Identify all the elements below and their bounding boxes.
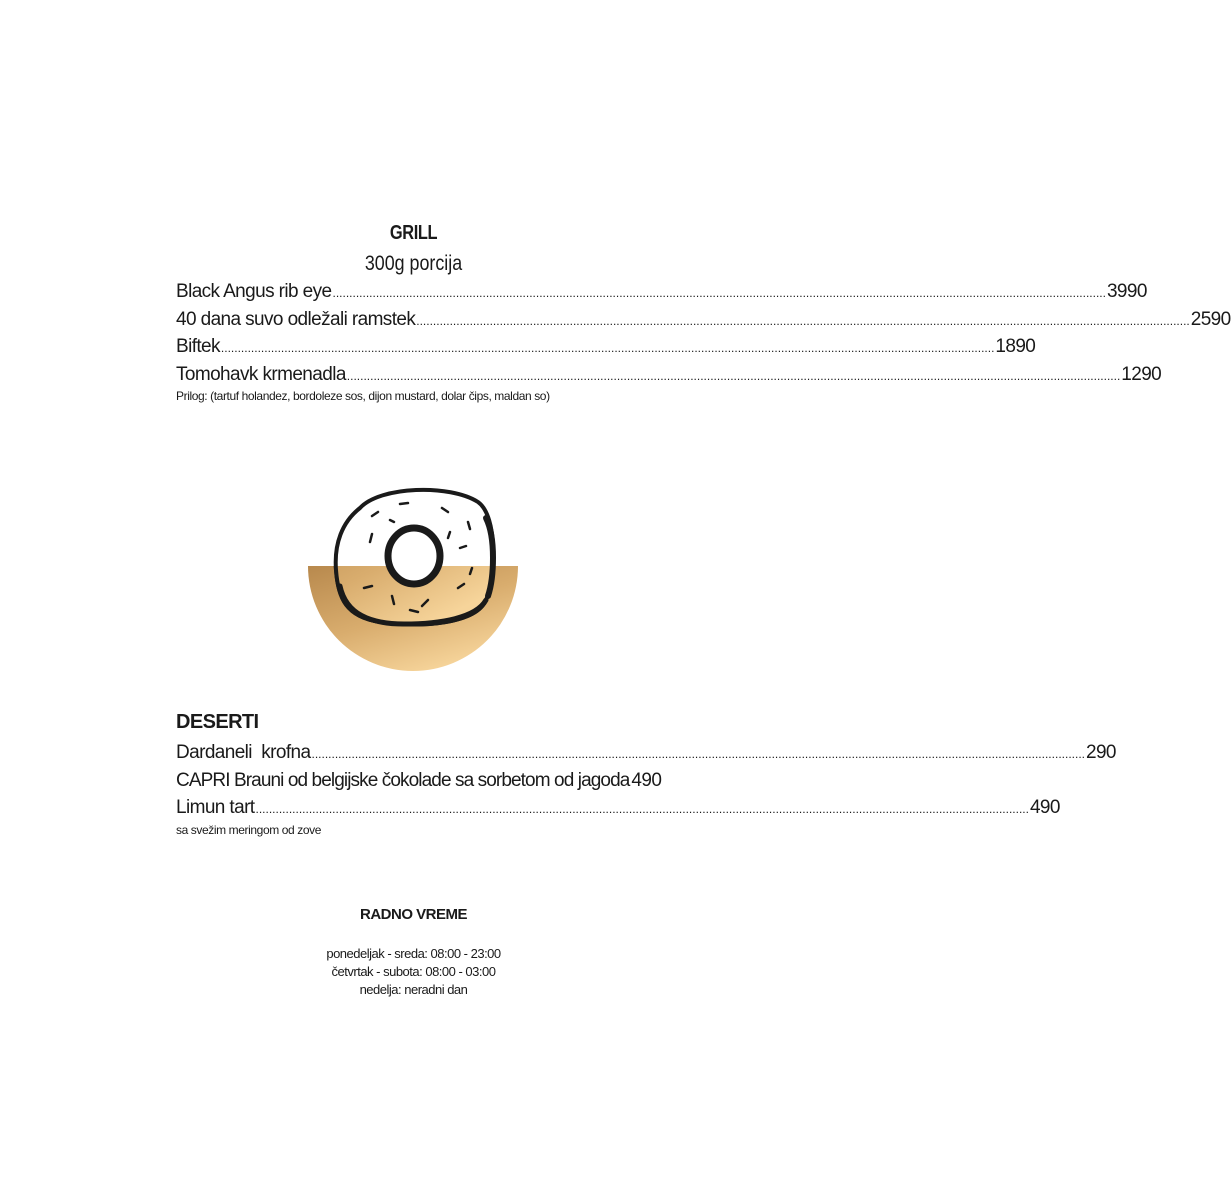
item-price: 2590 bbox=[1190, 308, 1231, 330]
donut-icon bbox=[300, 478, 526, 674]
item-price: 1890 bbox=[995, 336, 1036, 357]
item-name: Limun tart bbox=[176, 797, 255, 818]
dot-leader bbox=[221, 335, 994, 363]
dot-leader bbox=[312, 741, 1085, 769]
menu-item bbox=[176, 794, 1060, 822]
dot-leader bbox=[347, 363, 1120, 391]
item-name: Biftek bbox=[176, 336, 220, 357]
item-name: CAPRI Brauni od belgijske čokolade sa sorbetom od jagoda bbox=[176, 769, 630, 791]
menu-item bbox=[176, 278, 1147, 306]
item-name: Dardaneli krofna bbox=[176, 742, 311, 763]
menu-item bbox=[176, 739, 1116, 767]
deserti-title: DESERTI bbox=[176, 711, 259, 733]
item-name: 40 dana suvo odležali ramstek bbox=[176, 308, 416, 330]
item-price: 290 bbox=[1085, 742, 1116, 763]
item-name: Black Angus rib eye bbox=[176, 281, 332, 302]
grill-subtitle: 300g porcija bbox=[364, 252, 463, 275]
item-price: 1290 bbox=[1121, 363, 1162, 385]
menu-item bbox=[176, 306, 1231, 334]
grill-title: GRILL bbox=[389, 222, 438, 244]
hours-line: ponedeljak - sreda: 08:00 - 23:00 bbox=[326, 946, 501, 961]
menu-item bbox=[176, 767, 662, 795]
hours-title: RADNO VREME bbox=[359, 906, 467, 923]
item-name: Tomohavk krmenadla bbox=[176, 363, 346, 385]
dot-leader bbox=[255, 796, 1028, 824]
hours-line: četvrtak - subota: 08:00 - 03:00 bbox=[331, 964, 496, 979]
hours-list bbox=[0, 945, 827, 999]
grill-side-note: Prilog: (tartuf holandez, bordoleze sos, dijon mustard, dolar čips, maldan so) bbox=[176, 389, 550, 403]
deserti-note: sa svežim meringom od zove bbox=[176, 822, 321, 837]
item-price: 3990 bbox=[1106, 281, 1147, 302]
menu-item bbox=[176, 361, 1162, 389]
hours-line: nedelja: neradni dan bbox=[359, 982, 468, 997]
item-price: 490 bbox=[1029, 797, 1060, 818]
item-price: 490 bbox=[631, 769, 662, 791]
grill-menu bbox=[176, 278, 1231, 404]
menu-item bbox=[176, 333, 1036, 361]
dot-leader bbox=[332, 280, 1105, 308]
dot-leader bbox=[416, 308, 1189, 336]
deserti-menu bbox=[176, 739, 1116, 838]
